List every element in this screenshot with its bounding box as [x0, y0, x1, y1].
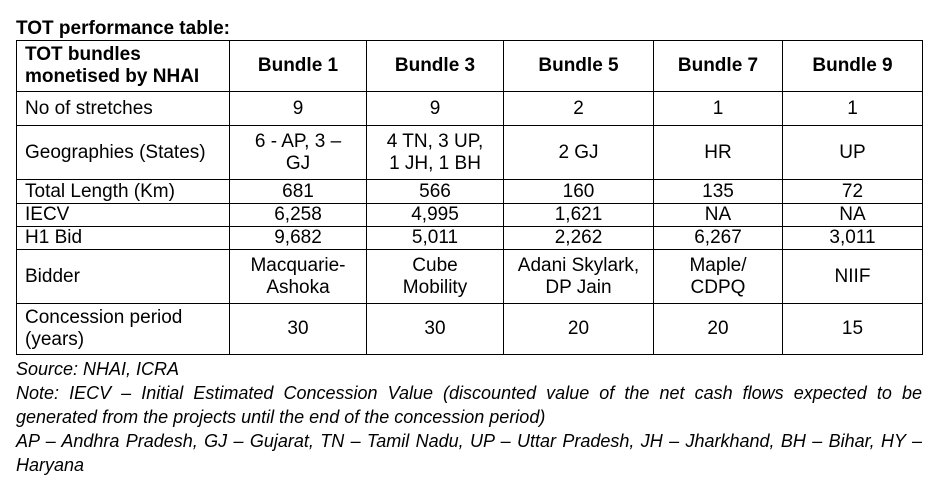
table-cell: 20 — [654, 304, 783, 355]
header-cell-bundle-1: Bundle 1 — [230, 41, 367, 92]
table-cell: 15 — [783, 304, 923, 355]
table-cell: 72 — [783, 180, 923, 204]
table-cell: 160 — [504, 180, 654, 204]
footnotes — [16, 357, 922, 477]
table-row-geographies — [17, 126, 923, 180]
row-label: H1 Bid — [17, 227, 230, 250]
table-cell: 5,011 — [367, 227, 504, 250]
header-cell-bundle-3: Bundle 3 — [367, 41, 504, 92]
table-cell: 1 — [783, 92, 923, 126]
table-cell: 681 — [230, 180, 367, 204]
table-cell: 6 - AP, 3 – GJ — [230, 126, 367, 180]
header-cell-bundle-5: Bundle 5 — [504, 41, 654, 92]
table-cell: 2 — [504, 92, 654, 126]
table-cell: Adani Skylark, DP Jain — [504, 250, 654, 304]
table-cell: 6,267 — [654, 227, 783, 250]
table-cell: UP — [783, 126, 923, 180]
abbreviations-note: AP – Andhra Pradesh, GJ – Gujarat, TN – Tamil Nadu, UP – Uttar Pradesh, JH – Jharkhand, BH – Bihar, HY – Haryana — [16, 431, 922, 475]
row-label: No of stretches — [17, 92, 230, 126]
table-cell: 9 — [230, 92, 367, 126]
source-note: Source: NHAI, ICRA — [16, 359, 180, 379]
table-cell: 1 — [654, 92, 783, 126]
row-label: Total Length (Km) — [17, 180, 230, 204]
table-row-bidder — [17, 250, 923, 304]
header-cell-bundle-7: Bundle 7 — [654, 41, 783, 92]
header-row — [17, 41, 923, 92]
table-cell: 9,682 — [230, 227, 367, 250]
row-label: Concession period (years) — [17, 304, 230, 355]
table-cell: NA — [654, 204, 783, 227]
table-cell: Cube Mobility — [367, 250, 504, 304]
table-row-iecv — [17, 204, 923, 227]
table-cell: 6,258 — [230, 204, 367, 227]
table-cell: NA — [783, 204, 923, 227]
table-cell: 30 — [367, 304, 504, 355]
table-row-h1-bid — [17, 227, 923, 250]
table-title: TOT performance table: — [16, 18, 230, 39]
iecv-note: Note: IECV – Initial Estimated Concession Value (discounted value of the net cash flows expected to be generated from the projects until the end of the concession period) — [16, 383, 922, 427]
table-cell: NIIF — [783, 250, 923, 304]
table-cell: 2,262 — [504, 227, 654, 250]
table-cell: 566 — [367, 180, 504, 204]
table-cell: 30 — [230, 304, 367, 355]
table-cell: 135 — [654, 180, 783, 204]
row-label: Geographies (States) — [17, 126, 230, 180]
table-cell: 4 TN, 3 UP, 1 JH, 1 BH — [367, 126, 504, 180]
tot-performance-table — [16, 40, 923, 355]
row-label: Bidder — [17, 250, 230, 304]
table-cell: 20 — [504, 304, 654, 355]
table-row-stretches — [17, 92, 923, 126]
table-cell: HR — [654, 126, 783, 180]
table-cell: 1,621 — [504, 204, 654, 227]
table-cell: 2 GJ — [504, 126, 654, 180]
table-cell: 9 — [367, 92, 504, 126]
table-cell: 3,011 — [783, 227, 923, 250]
table-cell: 4,995 — [367, 204, 504, 227]
table-cell: Maple/ CDPQ — [654, 250, 783, 304]
header-cell-bundles: TOT bundles monetised by NHAI — [17, 41, 230, 92]
table-row-concession-period — [17, 304, 923, 355]
header-cell-bundle-9: Bundle 9 — [783, 41, 923, 92]
row-label: IECV — [17, 204, 230, 227]
table-cell: Macquarie- Ashoka — [230, 250, 367, 304]
table-row-total-length — [17, 180, 923, 204]
